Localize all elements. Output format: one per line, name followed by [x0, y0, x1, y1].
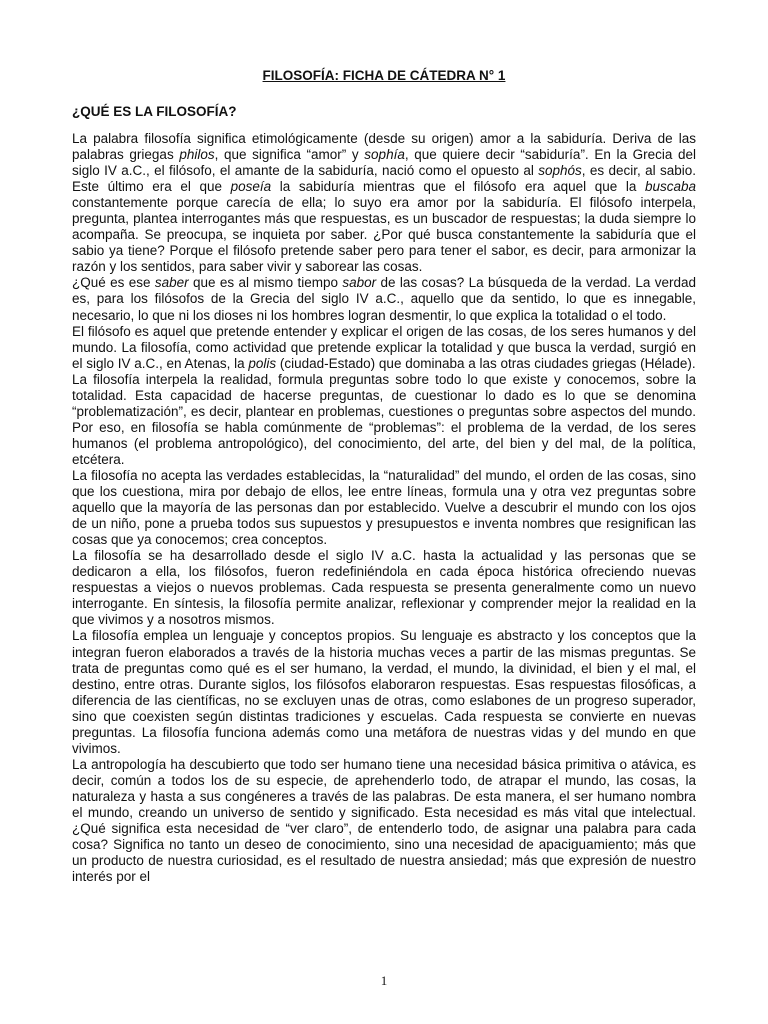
text-run: La filosofía se ha desarrollado desde el siglo IV a.C. hasta la actualidad y las personas que se dedicaron a ella, los filósofos, fueron redefiniéndola en cada época histórica ofreciendo nuevas respuestas a viejos o nuevos problemas. Cada respuesta se presenta generalmente como un nuevo interrogante. En síntesis, la filosofía permite analizar, reflexionar y comprender mejor la realidad en la que vivimos y a nosotros mismos.: [72, 548, 696, 628]
text-run: El filósofo es aquel que pretende entender y explicar el origen de las cosas, de los seres humanos y del mundo. La filosofía, como actividad que pretende explicar la totalidad y que busca la verdad, surgió en el siglo IV a.C., en Atenas, la: [72, 323, 696, 371]
text-run: ¿Qué es ese: [72, 275, 155, 291]
body-paragraph: [72, 324, 696, 372]
body-paragraph: [72, 548, 696, 628]
body-paragraph: [72, 372, 696, 468]
text-run: La filosofía interpela la realidad, formula preguntas sobre todo lo que existe y conocemos, sobre la totalidad. Esta capacidad de hacerse preguntas, de cuestionar lo dado es lo que se denomina “problematización”, es decir, plantear en problemas, cuestiones o preguntas sobre aspectos del mundo. Por eso, en filosofía se habla comúnmente de “problemas”: el problema de la verdad, de los seres humanos (el problema antropológico), del conocimiento, del arte, del bien y del mal, de la política, etcétera.: [72, 371, 696, 467]
body-paragraph: [72, 275, 696, 323]
italic-term: polis: [248, 355, 277, 371]
document-body: [72, 131, 696, 885]
italic-term: poseía: [230, 179, 272, 195]
text-run: que es al mismo tiempo: [188, 275, 343, 291]
text-run: La antropología ha descubierto que todo ser humano tiene una necesidad básica primitiva o atávica, es decir, común a todos los de su especie, de aprehenderlo todo, de atrapar el mundo, las cosas, la naturaleza y hasta a sus congéneres a través de las palabras. De esta manera, el ser humano nombra el mundo, creando un universo de sentido y significado. Esta necesidad es más vital que intelectual. ¿Qué significa esta necesidad de “ver claro”, de entenderlo todo, de asignar una palabra para cada cosa? Significa no tanto un deseo de conocimiento, sino una necesidad de apaciguamiento; más que un producto de nuestra curiosidad, es el resultado de nuestra ansiedad; más que expresión de nuestro interés por el: [72, 756, 696, 885]
text-run: constantemente porque carecía de ella; lo suyo era amor por la sabiduría. El filósofo interpela, pregunta, plantea interrogantes más que respuestas, es un buscador de respuestas; la duda siempre lo acompaña. Se preocupa, se inquieta por saber. ¿Por qué busca constantemente la sabiduría que el sabio ya tiene? Porque el filósofo pretende saber pero para tener el sabor, es decir, para armonizar la razón y los sentidos, para saber vivir y saborear las cosas.: [72, 195, 696, 275]
section-heading: ¿QUÉ ES LA FILOSOFÍA?: [72, 104, 237, 119]
text-run: la sabiduría mientras que el filósofo era aquel que la: [271, 179, 645, 195]
italic-term: saber: [154, 275, 189, 291]
document-page: [72, 60, 696, 885]
italic-term: sabor: [342, 275, 377, 291]
italic-term: philos: [179, 147, 215, 163]
document-title: FILOSOFÍA: FICHA DE CÁTEDRA N° 1: [262, 68, 506, 83]
body-paragraph: [72, 468, 696, 548]
text-run: La filosofía no acepta las verdades establecidas, la “naturalidad” del mundo, el orden de las cosas, sino que los cuestiona, mira por debajo de ellos, lee entre líneas, formula una y otra vez preguntas sobre aquello que la mayoría de las personas dan por establecido. Vuelve a descubrir el mundo con los ojos de un niño, pone a prueba todos sus supuestos y presupuestos e inventa nombres que resignifican las cosas que ya conocemos; crea conceptos.: [72, 467, 696, 548]
text-run: , es decir, al sabio. Este último era el que: [72, 163, 696, 195]
text-run: La filosofía emplea un lenguaje y conceptos propios. Su lenguaje es abstracto y los conceptos que la integran fueron elaborados a través de la historia muchas veces a partir de las mismas preguntas. Se trata de preguntas como qué es el ser humano, la verdad, el mundo, la divinidad, el bien y el mal, el destino, entre otras. Durante siglos, los filósofos elaboraron respuestas. Esas respuestas filosóficas, a diferencia de las científicas, no se excluyen unas de otras, como eslabones de un progreso superador, sino que coexisten según distintas tradiciones y escuelas. Cada respuesta se convierte en nuevas preguntas. La filosofía funciona además como una metáfora de nuestras vidas y del mundo en que vivimos.: [72, 628, 696, 756]
text-run: de las cosas? La búsqueda de la verdad. La verdad es, para los filósofos de la Grecia del siglo IV a.C., aquello que da sentido, lo que es innegable, necesario, lo que ni los dioses ni los hombres logran desmentir, lo que explica la totalidad o el todo.: [72, 275, 696, 323]
italic-term: sophía: [364, 147, 405, 163]
text-run: La palabra filosofía significa etimológicamente (desde su origen) amor a la sabiduría. Deriva de las palabras griegas: [72, 131, 696, 163]
text-run: , que quiere decir “sabiduría”. En la Grecia del siglo IV a.C., el filósofo, el amante de la sabiduría, nació como el opuesto al: [72, 147, 696, 179]
italic-term: sophós: [538, 163, 582, 179]
body-paragraph: [72, 757, 696, 885]
body-paragraph: [72, 628, 696, 756]
text-run: (ciudad-Estado) que dominaba a las otras ciudades griegas (Hélade).: [276, 355, 696, 371]
page-number: 1: [380, 973, 388, 988]
body-paragraph: [72, 131, 696, 275]
text-run: , que significa “amor” y: [214, 147, 365, 163]
italic-term: buscaba: [644, 179, 697, 195]
